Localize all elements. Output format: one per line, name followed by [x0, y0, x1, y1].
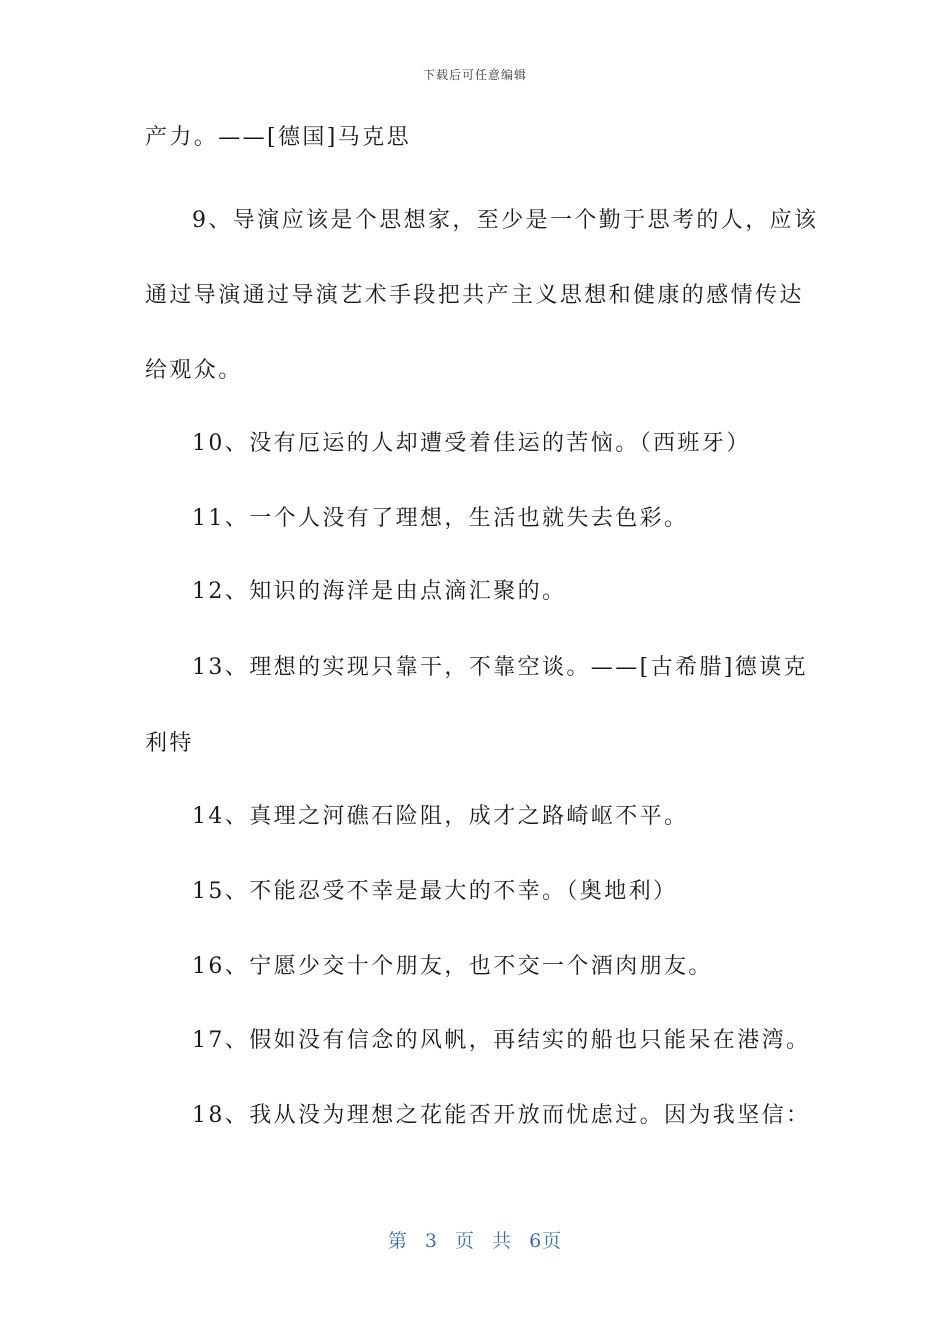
header-note: 下载后可任意编辑	[422, 68, 527, 82]
text-line-3: 通过导演通过导演艺术手段把共产主义思想和健康的感情传达	[145, 283, 804, 308]
text-line-10: 14、真理之河礁石险阻，成才之路崎岖不平。	[192, 804, 689, 829]
text-line-12: 16、宁愿少交十个朋友，也不交一个酒肉朋友。	[192, 954, 713, 979]
text-line-8: 13、理想的实现只靠干，不靠空谈。——[古希腊]德谟克	[192, 655, 808, 680]
text-line-9: 利特	[145, 731, 194, 756]
text-line-4: 给观众。	[145, 358, 243, 383]
text-line-2: 9、导演应该是个思想家，至少是一个勤于思考的人，应该	[192, 208, 819, 233]
text-line-11: 15、不能忍受不幸是最大的不幸。（奥地利）	[192, 879, 678, 904]
text-line-1: 产力。——[德国]马克思	[145, 125, 411, 150]
text-line-13: 17、假如没有信念的风帆，再结实的船也只能呆在港湾。	[192, 1028, 811, 1053]
page-indicator: 第 3 页 共 6页	[387, 1230, 563, 1252]
text-line-7: 12、知识的海洋是由点滴汇聚的。	[192, 579, 567, 604]
text-line-5: 10、没有厄运的人却遭受着佳运的苦恼。（西班牙）	[192, 431, 751, 456]
text-line-14: 18、我从没为理想之花能否开放而忧虑过。因为我坚信：	[192, 1103, 811, 1128]
text-line-6: 11、一个人没有了理想，生活也就失去色彩。	[192, 506, 689, 531]
